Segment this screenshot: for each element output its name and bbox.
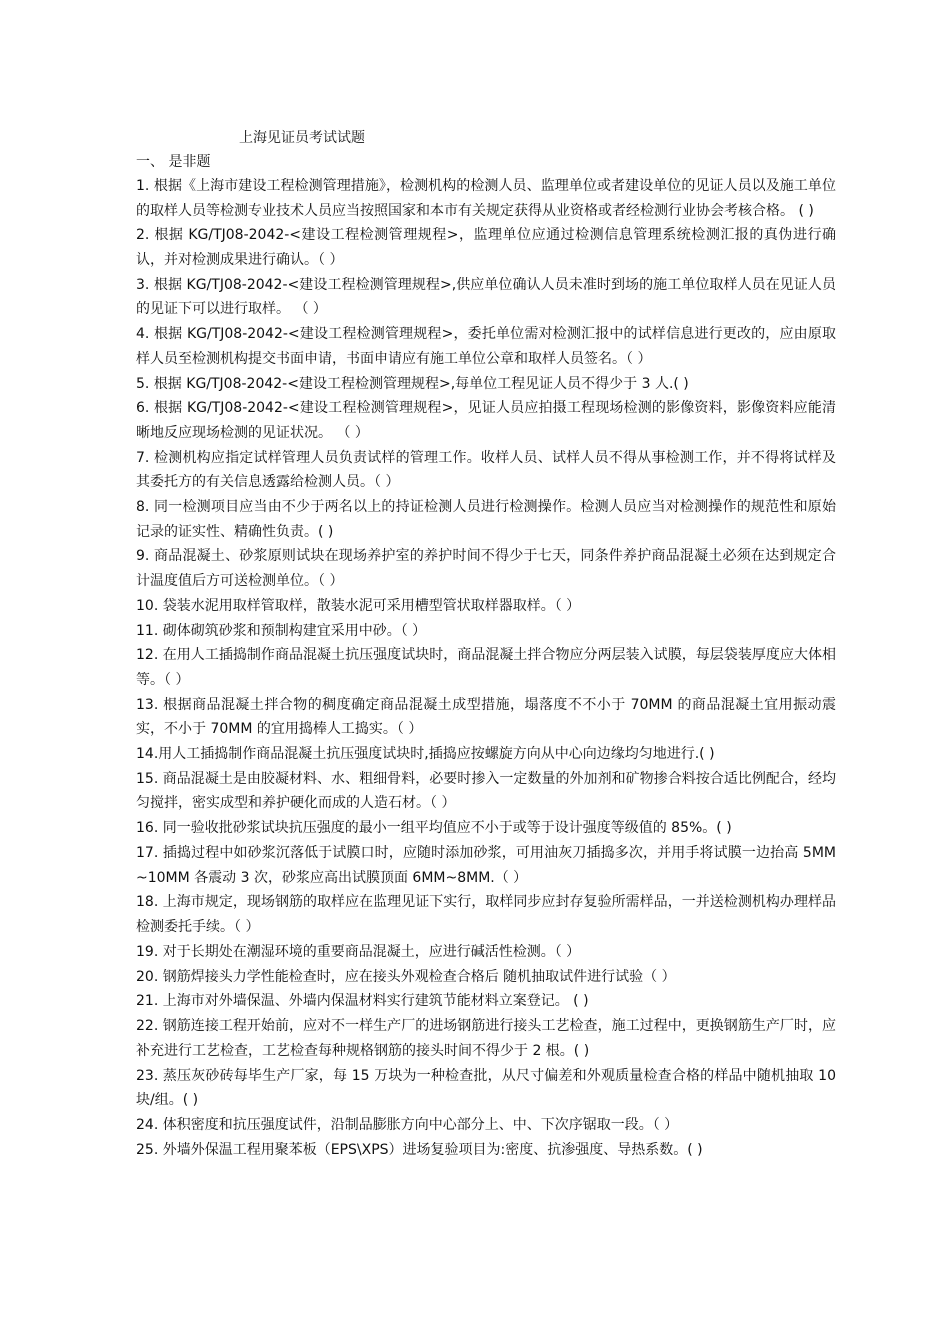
question-item: 10. 袋装水泥用取样管取样，散装水泥可采用槽型管状取样器取样。（ ） bbox=[136, 597, 581, 614]
question-item: 16. 同一验收批砂浆试块抗压强度的最小一组平均值应不小于或等于设计强度等级值的 85%。( ) bbox=[136, 820, 732, 837]
document-title: 上海见证员考试试题 bbox=[239, 130, 365, 146]
question-item: 23. 蒸压灰砂砖每毕生产厂家，每 15 万块为一种检查批，从尺寸偏差和外观质量检查合格的样品中随机抽取 10 块/组。( ) bbox=[136, 1067, 836, 1109]
question-item: 6. 根据 KG/TJ08-2042-<建设工程检测管理规程>，见证人员应拍摄工程现场检测的影像资料，影像资料应能清晰地反应现场检测的见证状况。 （ ） bbox=[136, 400, 836, 441]
question-item: 5. 根据 KG/TJ08-2042-<建设工程检测管理规程>,每单位工程见证人员不得少于 3 人.( ) bbox=[136, 375, 689, 392]
question-item: 1. 根据《上海市建设工程检测管理措施》，检测机构的检测人员、监理单位或者建设单位的见证人员以及施工单位的取样人员等检测专业技术人员应当按照国家和本市有关规定获得从业资格或者经检测行业协会考核合格。 ( ) bbox=[136, 178, 836, 219]
question-item: 4. 根据 KG/TJ08-2042-<建设工程检测管理规程>，委托单位需对检测汇报中的试样信息进行更改的，应由原取样人员至检测机构提交书面申请，书面申请应有施工单位公章和取样人员签名。（ ） bbox=[136, 326, 836, 367]
question-item: 14.用人工插捣制作商品混凝土抗压强度试块时,插捣应按螺旋方向从中心向边缘均匀地进行.( ) bbox=[136, 746, 715, 763]
question-item: 19. 对于长期处在潮湿环境的重要商品混凝土，应进行碱活性检测。（ ） bbox=[136, 943, 581, 960]
question-list bbox=[136, 174, 836, 1162]
question-item: 17. 插捣过程中如砂浆沉落低于试膜口时，应随时添加砂浆，可用油灰刀插捣多次，并用手将试膜一边抬高 5MM~10MM 各震动 3 次，砂浆应高出试膜顶面 6MM~8MM.（ ） bbox=[136, 845, 836, 886]
question-item: 9. 商品混凝土、砂浆原则试块在现场养护室的养护时间不得少于七天，同条件养护商品混凝土必须在达到规定合计温度值后方可送检测单位。（ ） bbox=[136, 548, 836, 589]
question-item: 7. 检测机构应指定试样管理人员负责试样的管理工作。收样人员、试样人员不得从事检测工作，并不得将试样及其委托方的有关信息透露给检测人员。（ ） bbox=[136, 449, 836, 491]
question-item: 13. 根据商品混凝土拌合物的稠度确定商品混凝土成型措施，塌落度不不小于 70MM 的商品混凝土宜用振动震实，不小于 70MM 的宜用捣棒人工捣实。（ ） bbox=[136, 696, 836, 738]
question-item: 20. 钢筋焊接头力学性能检查时，应在接头外观检查合格后 随机抽取试件进行试验（ ） bbox=[136, 968, 676, 985]
question-item: 24. 体积密度和抗压强度试件，沿制品膨胀方向中心部分上、中、下次序锯取一段。（ ） bbox=[136, 1116, 679, 1133]
question-item: 22. 钢筋连接工程开始前，应对不一样生产厂的进场钢筋进行接头工艺检查，施工过程中，更换钢筋生产厂时，应补充进行工艺检查，工艺检查每种规格钢筋的接头时间不得少于 2 根。( ) bbox=[136, 1018, 836, 1059]
question-item: 15. 商品混凝土是由胶凝材料、水、粗细骨料，必要时掺入一定数量的外加剂和矿物掺合料按合适比例配合，经均匀搅拌，密实成型和养护硬化而成的人造石材。（ ） bbox=[136, 770, 836, 812]
section-heading: 一、 是非题 bbox=[136, 154, 211, 170]
question-item: 8. 同一检测项目应当由不少于两名以上的持证检测人员进行检测操作。检测人员应当对检测操作的规范性和原始记录的证实性、精确性负责。( ) bbox=[136, 499, 836, 540]
question-item: 18. 上海市规定，现场钢筋的取样应在监理见证下实行，取样同步应封存复验所需样品，一并送检测机构办理样品检测委托手续。（ ） bbox=[136, 894, 836, 935]
question-item: 21. 上海市对外墙保温、外墙内保温材料实行建筑节能材料立案登记。 ( ) bbox=[136, 993, 589, 1010]
document-page bbox=[136, 126, 836, 1162]
question-item: 2. 根据 KG/TJ08-2042-<建设工程检测管理规程>，监理单位应通过检测信息管理系统检测汇报的真伪进行确认，并对检测成果进行确认。（ ） bbox=[136, 227, 836, 268]
question-item: 25. 外墙外保温工程用聚苯板（EPS\XPS）进场复验项目为:密度、抗渗强度、导热系数。( ) bbox=[136, 1141, 703, 1158]
question-item: 11. 砌体砌筑砂浆和预制构建宜采用中砂。（ ） bbox=[136, 622, 427, 639]
question-item: 3. 根据 KG/TJ08-2042-<建设工程检测管理规程>,供应单位确认人员未准时到场的施工单位取样人员在见证人员的见证下可以进行取样。 （ ） bbox=[136, 276, 836, 318]
question-item: 12. 在用人工插捣制作商品混凝土抗压强度试块时，商品混凝土拌合物应分两层装入试膜，每层袋装厚度应大体相等。（ ） bbox=[136, 647, 836, 688]
